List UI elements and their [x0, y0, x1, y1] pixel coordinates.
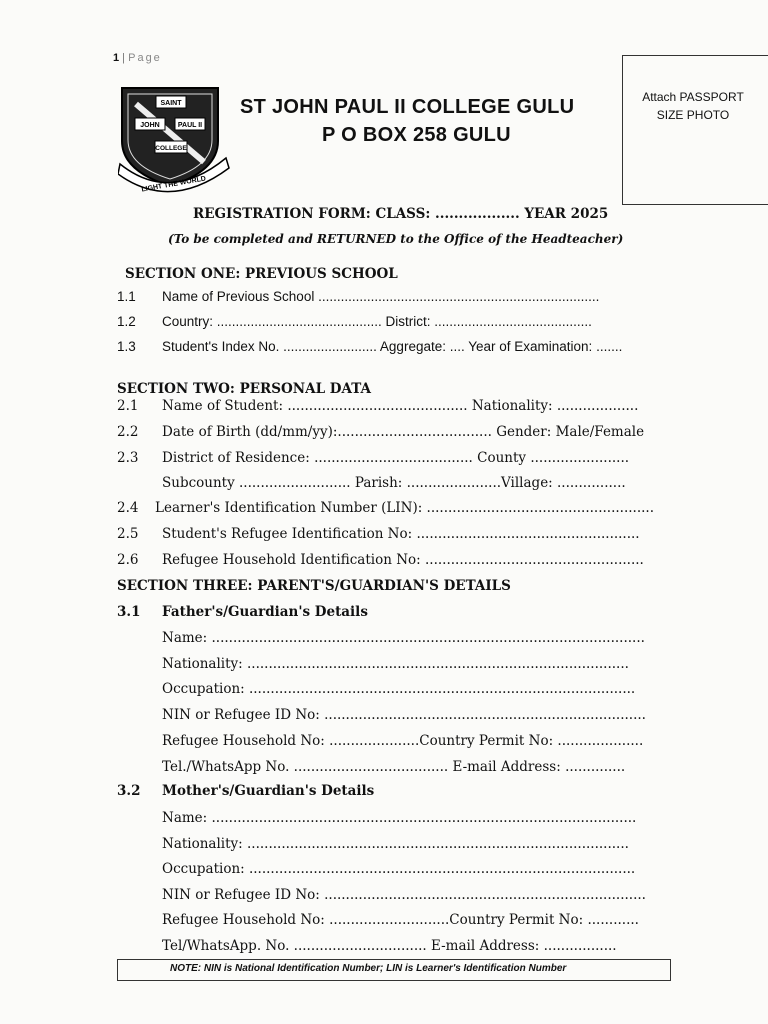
district-of-residence-field[interactable]: District of Residence: ..................................... County ....................... — [162, 450, 630, 466]
page-number — [113, 52, 162, 64]
date-of-birth-field[interactable]: Date of Birth (dd/mm/yy):.................................... Gender: Male/Female — [162, 424, 645, 440]
school-name: ST JOHN PAUL II COLLEGE GULU — [240, 96, 575, 118]
father-details-heading: Father's/Guardian's Details — [162, 604, 368, 620]
photo-box-label-line1: Attach PASSPORT — [642, 90, 744, 104]
student-refugee-id-field[interactable]: Student's Refugee Identification No: .................................................... — [162, 526, 640, 542]
svg-text:PAUL II: PAUL II — [177, 122, 203, 129]
father-nationality-field[interactable]: Nationality: ......................................................................................... — [162, 656, 629, 672]
section-two-row-2-number: 2.2 — [117, 424, 139, 440]
refugee-household-id-field[interactable]: Refugee Household Identification No: ................................................... — [162, 552, 644, 568]
father-contact-field[interactable]: Tel./WhatsApp No. .................................... E-mail Address: .............. — [162, 759, 626, 775]
section-one-heading: SECTION ONE: PREVIOUS SCHOOL — [125, 266, 398, 282]
father-details-number: 3.1 — [117, 604, 141, 620]
svg-text:LIGHT THE WORLD: LIGHT THE WORLD — [140, 175, 207, 194]
mother-details-heading: Mother's/Guardian's Details — [162, 783, 375, 799]
footnote-text: NOTE: NIN is National Identification Number; LIN is Learner's Identification Number — [170, 963, 567, 974]
mother-name-field[interactable]: Name: ................................................................................................... — [162, 810, 637, 826]
footnote-box — [117, 959, 671, 981]
svg-text:SAINT: SAINT — [160, 100, 182, 107]
mother-occupation-field[interactable]: Occupation: .......................................................................................... — [162, 861, 636, 877]
section-two-row-5-number: 2.5 — [117, 526, 139, 542]
registration-form-title: REGISTRATION FORM: CLASS: .................. YEAR 2025 — [193, 206, 609, 222]
school-crest-logo — [118, 86, 233, 196]
page-number-separator: | — [119, 52, 129, 64]
subcounty-parish-village-field[interactable]: Subcounty .......................... Parish: ......................Village: ................ — [162, 475, 626, 491]
mother-details-number: 3.2 — [117, 783, 141, 799]
previous-school-field[interactable]: Name of Previous School ........................................................................... — [162, 289, 600, 304]
svg-text:JOHN: JOHN — [140, 122, 160, 129]
section-two-heading: SECTION TWO: PERSONAL DATA — [117, 381, 371, 397]
index-aggregate-field[interactable]: Student's Index No. ......................... Aggregate: .... Year of Examination: ....... — [162, 339, 623, 354]
father-nin-field[interactable]: NIN or Refugee ID No: ........................................................................... — [162, 707, 646, 723]
country-district-field[interactable]: Country: ............................................ District: .......................................... — [162, 314, 592, 329]
section-one-row-3-number: 1.3 — [117, 339, 136, 354]
mother-household-permit-field[interactable]: Refugee Household No: ............................Country Permit No: ............ — [162, 912, 639, 928]
mother-nationality-field[interactable]: Nationality: ......................................................................................... — [162, 836, 629, 852]
page-number-value: 1 — [113, 52, 120, 64]
mother-nin-field[interactable]: NIN or Refugee ID No: ........................................................................... — [162, 887, 646, 903]
photo-box-label-line2: SIZE PHOTO — [656, 108, 730, 122]
section-two-row-1-number: 2.1 — [117, 398, 139, 414]
mother-contact-field[interactable]: Tel/WhatsApp. No. ............................... E-mail Address: ................. — [162, 938, 617, 954]
father-name-field[interactable]: Name: ..................................................................................................... — [162, 630, 645, 646]
section-two-row-4-number: 2.4 — [117, 500, 139, 516]
section-two-row-3-number: 2.3 — [117, 450, 139, 466]
svg-text:COLLEGE: COLLEGE — [155, 145, 187, 152]
father-occupation-field[interactable]: Occupation: .......................................................................................... — [162, 681, 636, 697]
section-one-row-1-number: 1.1 — [117, 289, 136, 304]
page-label: Page — [128, 52, 162, 64]
passport-photo-box — [622, 55, 768, 205]
lin-field[interactable]: Learner's Identification Number (LIN): ..................................................... — [155, 500, 654, 516]
father-household-permit-field[interactable]: Refugee Household No: .....................Country Permit No: .................... — [162, 733, 644, 749]
student-name-field[interactable]: Name of Student: .......................................... Nationality: ................... — [162, 398, 639, 414]
section-three-heading: SECTION THREE: PARENT'S/GUARDIAN'S DETAILS — [117, 578, 511, 594]
section-two-row-6-number: 2.6 — [117, 552, 139, 568]
section-one-row-2-number: 1.2 — [117, 314, 136, 329]
form-instruction: (To be completed and RETURNED to the Office of the Headteacher) — [168, 232, 624, 246]
school-address: P O BOX 258 GULU — [322, 124, 511, 146]
